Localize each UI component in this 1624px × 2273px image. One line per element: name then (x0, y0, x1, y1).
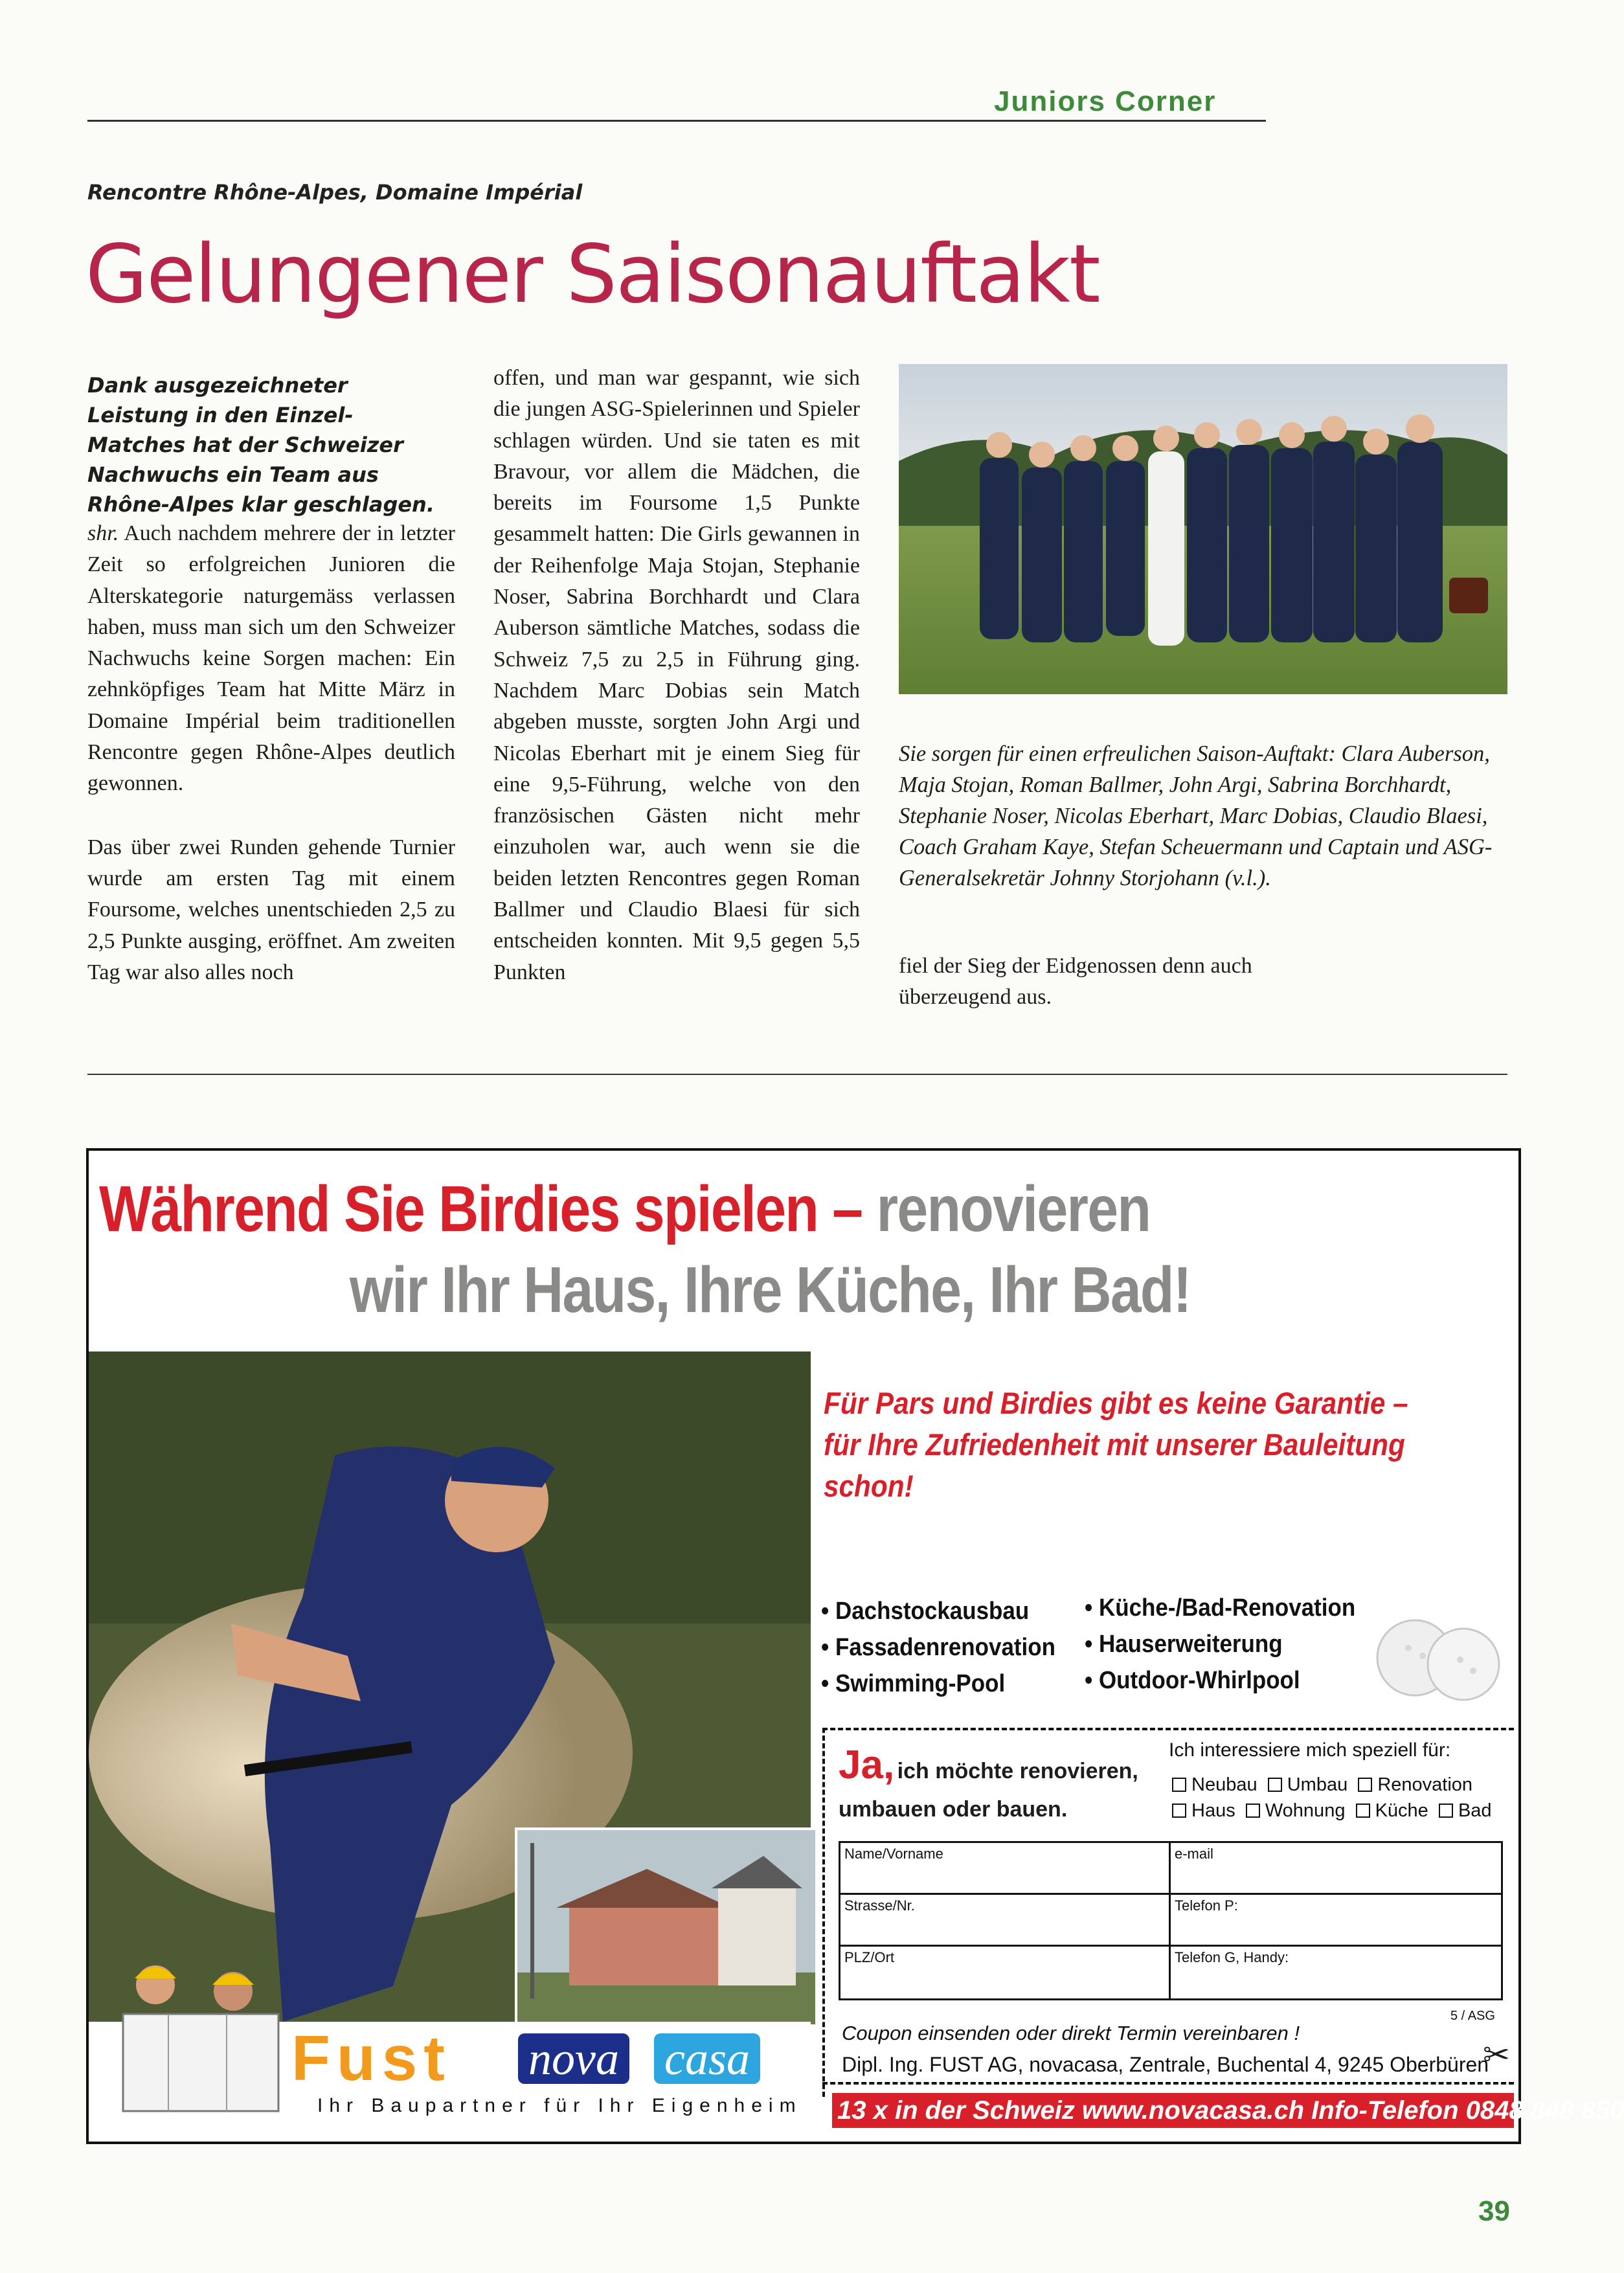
ad-slogan-line-2: für Ihre Zufriedenheit mit unserer Bauleitung (824, 1427, 1405, 1462)
col1-paragraph-1: Auch nachdem mehrere der in letzter Zeit so erfolgreichen Junioren die Alterskategorie naturgemäss verlassen haben, muss man sich um den Schweizer Nachwuchs keine Sorgen machen: Ein zehnköpfiges Team hat Mitte März in Domaine Impérial beim traditionellen Rencontre gegen Rhône-Alpes deutlich gewonnen. (87, 521, 455, 796)
header-rule (87, 120, 1266, 122)
workers-illustration (104, 1943, 298, 2118)
field-street[interactable]: Strasse/Nr. (840, 1895, 1171, 1947)
service-item: • Dachstockausbau (821, 1598, 1030, 1625)
column-1 (87, 518, 455, 1021)
coupon-ja (839, 1742, 1138, 1788)
checkbox-neubau[interactable]: Neubau (1172, 1774, 1257, 1795)
coupon-ja-line-1: ich möchte renovieren, (897, 1759, 1138, 1783)
field-phone-business[interactable]: Telefon G, Handy: (1175, 1949, 1289, 1965)
checkbox-kueche[interactable]: Küche (1356, 1800, 1428, 1821)
article-lead: Dank ausgezeichneter Leistung in den Einzel-Matches hat der Schweizer Nachwuchs ein Team aus Rhône-Alpes klar geschlagen. (87, 373, 434, 517)
checkbox-renovation[interactable]: Renovation (1358, 1774, 1472, 1795)
team-photo-image (899, 364, 1507, 694)
field-phone-private[interactable]: Telefon P: (1171, 1895, 1501, 1947)
ad-headline-line-1 (99, 1172, 1150, 1247)
services-left (821, 1593, 1055, 1702)
scissors-icon: ✂ (1483, 2037, 1510, 2073)
logo-nova: nova (518, 2033, 629, 2084)
section-title: Juniors Corner (994, 85, 1217, 117)
col1-paragraph-2: Das über zwei Runden gehende Turnier wurde am ersten Tag mit einem Foursome, welches unentschieden 2,5 zu 2,5 Punkte ausging, eröffnet. Am zweiten Tag war also alles noch (87, 835, 455, 984)
coupon-options-row-1 (1172, 1774, 1472, 1796)
checkbox-wohnung[interactable]: Wohnung (1246, 1800, 1346, 1821)
ad-headline-red: Während Sie Birdies spielen – (99, 1173, 863, 1245)
coupon-bottom-border (822, 2082, 1514, 2085)
field-zip-city[interactable]: PLZ/Ort (840, 1947, 1171, 1998)
coupon-options-row-2 (1172, 1800, 1492, 1822)
coupon-top-border (822, 1728, 1514, 1730)
house-photo (515, 1827, 818, 2027)
checkbox-bad[interactable]: Bad (1439, 1800, 1492, 1821)
coupon-ja-word: Ja, (839, 1743, 895, 1787)
house-photo-image (517, 1830, 815, 2024)
services-right (1085, 1590, 1355, 1699)
field-email[interactable]: e-mail (1171, 1843, 1501, 1895)
ad-headline-grey-1: renovieren (876, 1173, 1151, 1245)
ad-slogan (824, 1383, 1408, 1507)
team-photo (899, 364, 1507, 694)
coupon-send-note: Coupon einsenden oder direkt Termin vereinbaren ! (842, 2022, 1300, 2044)
logo-fust: Fust (291, 2022, 451, 2094)
coupon-ja-line-2: umbauen oder bauen. (839, 1797, 1068, 1822)
golf-balls-icon (1370, 1609, 1506, 1706)
col2-paragraph: offen, und man war gespannt, wie sich die jungen ASG-Spielerinnen und Spieler schlagen würden. Und sie taten es mit Bravour, vor allem die Mädchen, die bereits im Foursome 1,5 Punkte gesammelt hatten: Die Girls gewannen in der Reihenfolge Maja Stojan, Stephanie Noser, Sabrina Borchhardt und Clara Auberson sämtliche Matches, sodass die Schweiz 7,5 zu 2,5 in Führung ging. Nachdem Marc Dobias sein Match abgeben musste, sorgten John Argi und Nicolas Eberhart mit je einem Sieg für eine 9,5-Führung, welche von den französischen Gästen nicht mehr einzuholen war, auch wenn sie die beiden letzten Rencontres gegen Roman Ballmer und Claudio Blaesi für sich entscheiden konnten. Mit 9,5 gegen 5,5 Punkten (493, 366, 860, 984)
ad-contact-bar: 13 x in der Schweiz www.novacasa.ch Info-Telefon 0848 848 850 (832, 2093, 1514, 2128)
field-name[interactable]: Name/Vorname (840, 1843, 1171, 1895)
service-item: • Küche-/Bad-Renovation (1085, 1594, 1356, 1622)
service-item: • Hauserweiterung (1085, 1631, 1283, 1658)
checkbox-haus[interactable]: Haus (1172, 1800, 1235, 1821)
byline: shr. (87, 521, 119, 545)
article-bottom-rule (87, 1074, 1507, 1075)
coupon-code: 5 / ASG (1450, 2009, 1495, 2023)
coupon-address: Dipl. Ing. FUST AG, novacasa, Zentrale, Buchental 4, 9245 Oberbüren (842, 2053, 1489, 2076)
ad-slogan-line-1: Für Pars und Birdies gibt es keine Garantie – (824, 1386, 1408, 1420)
service-item: • Outdoor-Whirlpool (1085, 1667, 1300, 1694)
service-item: • Swimming-Pool (821, 1670, 1006, 1697)
article-title: Gelungener Saisonauftakt (85, 228, 1100, 321)
coupon-left-border (822, 1728, 825, 2097)
ad-slogan-line-3: schon! (824, 1469, 914, 1503)
photo-caption: Sie sorgen für einen erfreulichen Saison-Auftakt: Clara Auberson, Maja Stojan, Roman Ballmer, John Argi, Sabrina Borchhardt, Stephanie Noser, Nicolas Eberhart, Marc Dobias, Claudio Blaesi, Coach Graham Kaye, Stefan Scheuermann und Captain und ASG-Generalsekretär Johnny Storjohann (v.l.). (899, 741, 1493, 890)
page-number: 39 (1478, 2195, 1510, 2227)
column-2 (493, 363, 860, 1021)
logo-tagline: Ihr Baupartner für Ihr Eigenheim (317, 2095, 802, 2116)
service-item: • Fassadenrenovation (821, 1634, 1055, 1661)
column-3-end: fiel der Sieg der Eidgenossen denn auch überzeugend aus. (899, 954, 1252, 1010)
coupon-interest-title: Ich interessiere mich speziell für: (1169, 1739, 1451, 1761)
ad-headline-line-2: wir Ihr Haus, Ihre Küche, Ihr Bad! (350, 1254, 1191, 1326)
article-kicker: Rencontre Rhône-Alpes, Domaine Impérial (87, 180, 583, 205)
checkbox-umbau[interactable]: Umbau (1268, 1774, 1348, 1795)
coupon-form (839, 1841, 1503, 2000)
logo-casa: casa (654, 2033, 760, 2084)
